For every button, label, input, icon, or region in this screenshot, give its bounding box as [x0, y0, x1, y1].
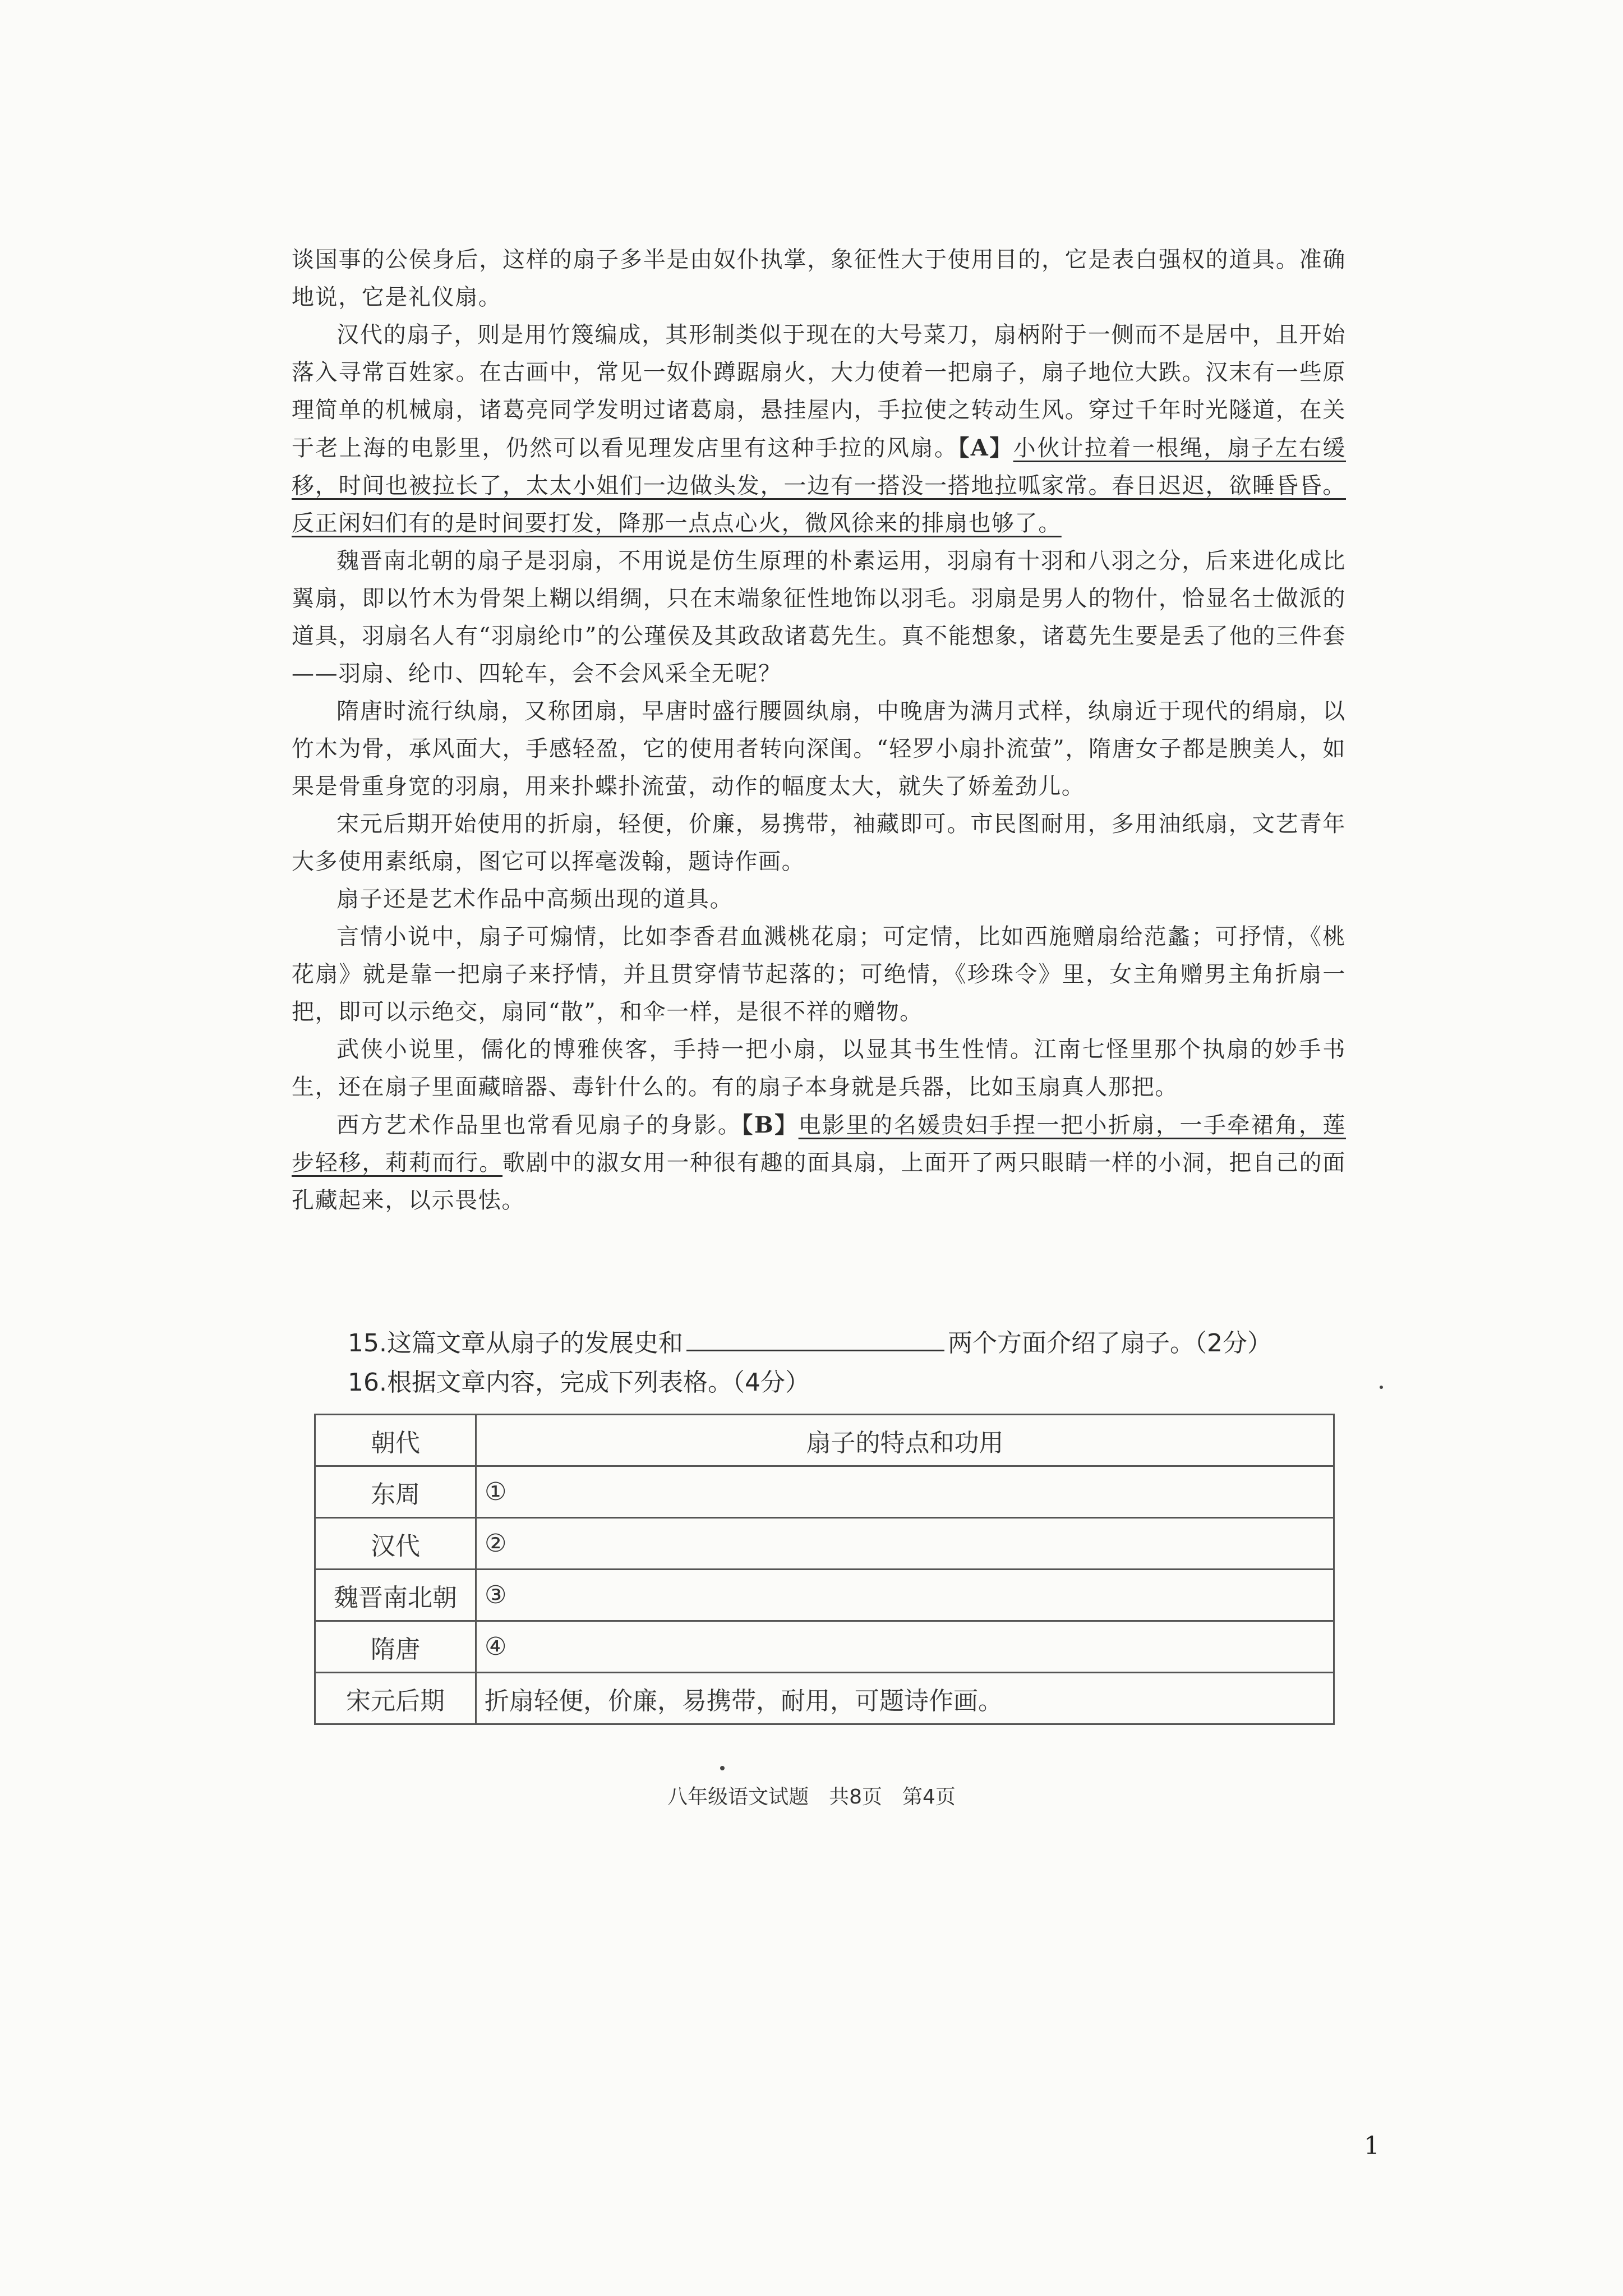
table-row [315, 1673, 1334, 1724]
footer-current-page: 第4页 [902, 1786, 956, 1809]
answer-blank-15[interactable] [686, 1325, 944, 1351]
underlined-sentence-a: 小伙计拉着一根绳，扇子左右缓移，时间也被拉长了，太太小姐们一边做头发，一边有一搭没一搭地拉呱家常。春日迟迟，欲睡昏昏。反正闲妇们有的是时间要打发，降那一点点心火，微风徐来的排扇也够了。 [292, 435, 1346, 536]
paragraph-4: 隋唐时流行纨扇，又称团扇，早唐时盛行腰圆纨扇，中晚唐为满月式样，纨扇近于现代的绢扇，以竹木为骨，承风面大，手感轻盈，它的使用者转向深闺。“轻罗小扇扑流萤”，隋唐女子都是腴美人，如果是骨重身宽的羽扇，用来扑蝶扑流萤，动作的幅度太大，就失了娇羞劲儿。 [292, 698, 1346, 799]
footer-subject: 八年级语文试题 [667, 1786, 809, 1809]
page-number: 1 [1364, 2132, 1380, 2160]
questions-section [348, 1324, 1357, 1402]
row-content[interactable]: ④ [476, 1621, 1334, 1673]
table-row [315, 1621, 1334, 1673]
paragraph-6: 扇子还是艺术作品中高频出现的道具。 [336, 886, 734, 912]
question-15-prompt: 15.这篇文章从扇子的发展史和 [348, 1329, 683, 1358]
reading-passage [292, 241, 1346, 1220]
footer-total-pages: 共8页 [829, 1786, 882, 1809]
underlined-sentence-b: 电影里的名媛贵妇手捏一把小折扇，一手牵裙角，莲步轻移，莉莉而行。 [292, 1112, 1346, 1176]
row-era: 宋元后期 [315, 1673, 476, 1724]
question-15 [348, 1324, 1357, 1363]
row-era: 魏晋南北朝 [315, 1570, 476, 1621]
paragraph-9-text-end: 歌剧中的淑女用一种很有趣的面具扇，上面开了两只眼睛一样的小洞，把自己的面孔藏起来，以示畏怯。 [292, 1150, 1346, 1213]
marker-a: 【A】 [958, 435, 1013, 461]
table-header-row [315, 1415, 1334, 1466]
row-content: 折扇轻便，价廉，易携带，耐用，可题诗作画。 [476, 1673, 1334, 1724]
question-15-suffix: 两个方面介绍了扇子。（2分） [947, 1329, 1272, 1358]
row-content[interactable]: ③ [476, 1570, 1334, 1621]
paragraph-7: 言情小说中，扇子可煽情，比如李香君血溅桃花扇；可定情，比如西施赠扇给范蠡；可抒情，《桃花扇》就是靠一把扇子来抒情，并且贯穿情节起落的；可绝情，《珍珠令》里，女主角赠男主角折扇一把，即可以示绝交，扇同“散”，和伞一样，是很不祥的赠物。 [292, 924, 1346, 1025]
table-row [315, 1570, 1334, 1621]
table-row [315, 1518, 1334, 1570]
header-era: 朝代 [315, 1415, 476, 1466]
paragraph-2 [292, 316, 1346, 542]
paragraph-1: 谈国事的公侯身后，这样的扇子多半是由奴仆执掌，象征性大于使用目的，它是表白强权的道具。准确地说，它是礼仪扇。 [292, 247, 1346, 310]
row-era: 隋唐 [315, 1621, 476, 1673]
header-content: 扇子的特点和功用 [476, 1415, 1334, 1466]
scan-speck [720, 1766, 725, 1770]
row-content[interactable]: ② [476, 1518, 1334, 1570]
row-era: 东周 [315, 1466, 476, 1518]
scan-speck [1380, 1386, 1383, 1389]
paragraph-8: 武侠小说里，儒化的博雅侠客，手持一把小扇，以显其书生性情。江南七怪里那个执扇的妙手书生，还在扇子里面藏暗器、毒针什么的。有的扇子本身就是兵器，比如玉扇真人那把。 [292, 1037, 1346, 1100]
paragraph-9 [292, 1106, 1346, 1220]
answer-table [314, 1414, 1335, 1725]
paragraph-9-text-start: 西方艺术作品里也常看见扇子的身影。 [336, 1112, 742, 1138]
row-content[interactable]: ① [476, 1466, 1334, 1518]
row-era: 汉代 [315, 1518, 476, 1570]
marker-b: 【B】 [741, 1112, 799, 1138]
paragraph-5: 宋元后期开始使用的折扇，轻便，价廉，易携带，袖藏即可。市民图耐用，多用油纸扇，文艺青年大多使用素纸扇，图它可以挥毫泼翰，题诗作画。 [292, 811, 1346, 875]
paragraph-2-text: 汉代的扇子，则是用竹篾编成，其形制类似于现在的大号菜刀，扇柄附于一侧而不是居中，且开始落入寻常百姓家。在古画中，常见一奴仆蹲踞扇火，大力使着一把扇子，扇子地位大跌。汉末有一些原理简单的机械扇，诸葛亮同学发明过诸葛扇，悬挂屋内，手拉使之转动生风。穿过千年时光隧道，在关于老上海的电影里，仍然可以看见理发店里有这种手拉的风扇。 [292, 322, 1346, 461]
table-row [315, 1466, 1334, 1518]
paragraph-3: 魏晋南北朝的扇子是羽扇，不用说是仿生原理的朴素运用，羽扇有十羽和八羽之分，后来进化成比翼扇，即以竹木为骨架上糊以绢绸，只在末端象征性地饰以羽毛。羽扇是男人的物什，恰显名士做派的道具，羽扇名人有“羽扇纶巾”的公瑾侯及其政敌诸葛先生。真不能想象，诸葛先生要是丢了他的三件套——羽扇、纶巾、四轮车，会不会风采全无呢？ [292, 548, 1346, 687]
question-16: 16.根据文章内容，完成下列表格。（4分） [348, 1368, 810, 1397]
page-footer [0, 1781, 1623, 1810]
